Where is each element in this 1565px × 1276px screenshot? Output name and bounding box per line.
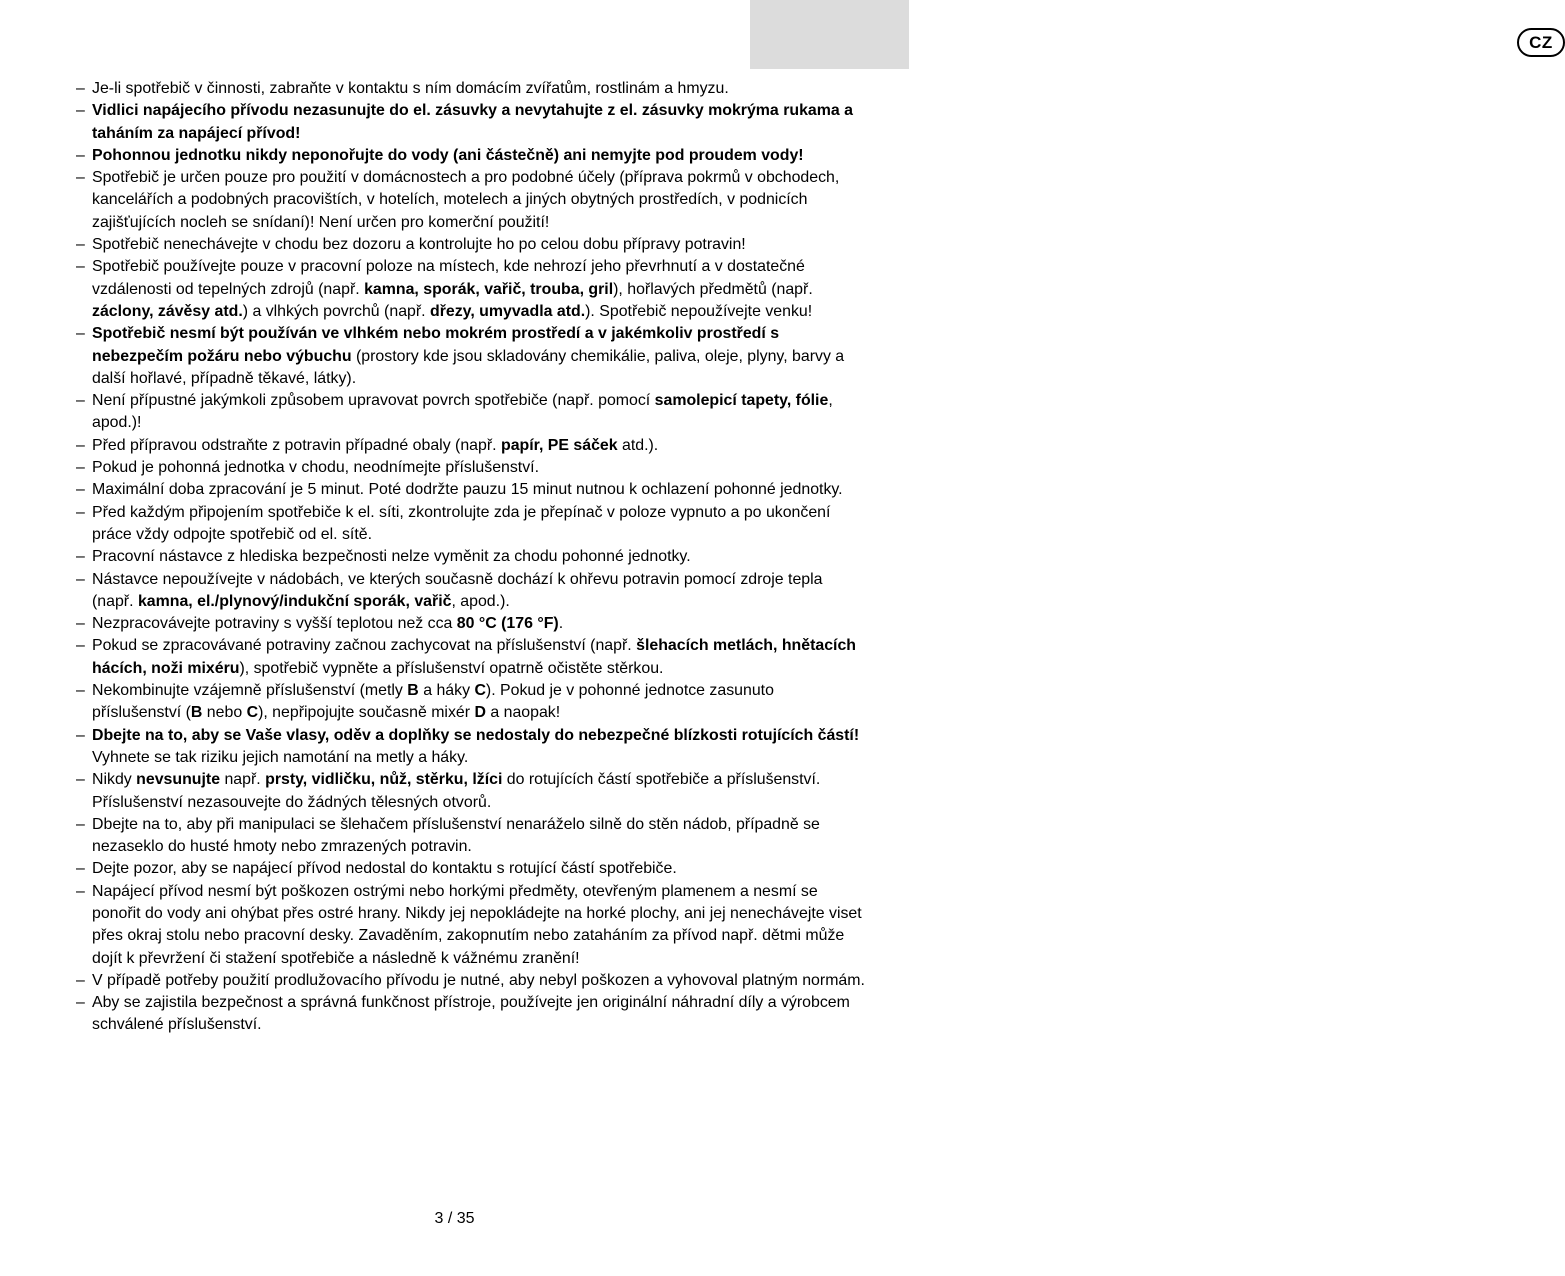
list-item (76, 992, 866, 1037)
list-item (76, 323, 866, 390)
bullet-dash: – (76, 459, 85, 477)
page-number (0, 1210, 909, 1228)
text: Pokud je pohonná jednotka v chodu, neodnímejte příslušenství. (92, 459, 540, 477)
text: , apod.)! (92, 392, 833, 432)
text: nebo (202, 704, 247, 722)
bullet-dash: – (76, 815, 85, 833)
text: Nikdy (92, 771, 137, 789)
list-item (76, 814, 866, 859)
text: Dbejte na to, aby při manipulaci se šlehačem příslušenství nenaráželo silně do stěn nádob, případně se nezaseklo do husté hmoty nebo zmrazených potravin. (92, 815, 820, 856)
text: Vyhnete se tak riziku jejich namotání na metly a háky. (92, 748, 469, 766)
list-item (76, 635, 866, 680)
text: ), nepřipojujte současně mixér (258, 704, 475, 722)
text: do rotujících částí spotřebiče a příslušenství. Příslušenství nezasouvejte do žádných tělesných otvorů. (92, 771, 821, 811)
bold-text: kamna, sporák, vařič, trouba, gril (364, 280, 614, 298)
bullet-dash: – (76, 436, 85, 454)
bullet-dash: – (76, 860, 85, 878)
bullet-dash: – (76, 615, 85, 633)
bullet-dash: – (76, 726, 85, 744)
language-badge: CZ (1517, 28, 1565, 57)
text: Před přípravou odstraňte z potravin případné obaly (např. (92, 436, 501, 454)
bold-text: Dbejte na to, aby se Vaše vlasy, oděv a doplňky se nedostaly do nebezpečné blízkosti rotujících částí! (92, 726, 860, 744)
text: Spotřebič nenechávejte v chodu bez dozoru a kontrolujte ho po celou dobu přípravy potravin! (92, 236, 746, 254)
text: Není přípustné jakýmkoli způsobem upravovat povrch spotřebiče (např. pomocí (92, 392, 655, 410)
bullet-dash: – (76, 682, 85, 700)
bold-text: šlehacích metlách, hnětacích hácích, noži mixéru (92, 637, 857, 677)
text: ) a vlhkých povrchů (např. (242, 302, 430, 320)
list-item (76, 390, 866, 435)
bullet-dash: – (76, 146, 85, 164)
list-item (76, 100, 866, 145)
page-separator: / (443, 1210, 457, 1227)
text: Nástavce nepoužívejte v nádobách, ve kterých současně dochází k ohřevu potravin pomocí zdroje tepla (např. (92, 570, 823, 610)
list-item (76, 769, 866, 814)
text: a háky (418, 682, 475, 700)
text: Napájecí přívod nesmí být poškozen ostrými nebo horkými předměty, otevřeným plamenem a nesmí se ponořit do vody ani ohýbat přes ostré hrany. Nikdy jej nepokládejte na horké plochy, ani jej nenechávejte viset přes okraj stolu nebo pracovní desky. Zavaděním, zakopnutím nebo zataháním za přívod např. dětmi může dojít k převržení či stažení spotřebiče a následně k vážnému zranění! (92, 882, 862, 967)
bold-text: D (474, 704, 486, 722)
list-item (76, 256, 866, 323)
list-item (76, 569, 866, 614)
list-item (76, 546, 866, 568)
list-item (76, 78, 866, 100)
list-item (76, 435, 866, 457)
text: Spotřebič je určen pouze pro použití v domácnostech a pro podobné účely (příprava pokrmů v obchodech, kancelářích a podobných pracovištích, v hotelích, motelech a jiných obytných prostředích, v podnicích zajišťujících nocleh se snídaní)! Není určen pro komerční použití! (92, 169, 840, 231)
bullet-dash: – (76, 771, 85, 789)
bold-text: nevsunujte (136, 771, 221, 789)
list-item (76, 502, 866, 547)
text: ). Spotřebič nepoužívejte venku! (585, 302, 813, 320)
text: , apod.). (451, 592, 510, 610)
bullet-dash: – (76, 503, 85, 521)
bold-text: B (190, 704, 203, 722)
text: Spotřebič používejte pouze v pracovní poloze na místech, kde nehrozí jeho převrhnutí a v dostatečné vzdálenosti od tepelných zdrojů (např. (92, 258, 805, 298)
bullet-dash: – (76, 637, 85, 655)
bold-text: dřezy, umyvadla atd. (430, 302, 586, 320)
bullet-dash: – (76, 548, 85, 566)
list-item (76, 881, 866, 970)
list-item (76, 613, 866, 635)
list-item (76, 234, 866, 256)
text: Před každým připojením spotřebiče k el. síti, zkontrolujte zda je přepínač v poloze vypnuto a po ukončení práce vždy odpojte spotřebič od el. sítě. (92, 503, 831, 543)
list-item (76, 167, 866, 234)
list-item (76, 970, 866, 992)
bullet-dash: – (76, 392, 85, 410)
bold-text: 80 °C (176 °F) (456, 615, 559, 633)
text: V případě potřeby použití prodlužovacího přívodu je nutné, aby nebyl poškozen a vyhovoval platným normám. (92, 971, 865, 989)
language-tab (750, 0, 1553, 69)
bullet-dash: – (76, 258, 85, 276)
list-item (76, 725, 866, 770)
text: Pokud se zpracovávané potraviny začnou zachycovat na příslušenství (např. (92, 637, 637, 655)
text: Je-li spotřebič v činnosti, zabraňte v kontaktu s ním domácím zvířatům, rostlinám a hmyzu. (92, 80, 729, 97)
list-item (76, 479, 866, 501)
bold-text: prsty, vidličku, nůž, stěrku, lžíci (265, 771, 503, 789)
bullet-dash: – (76, 169, 85, 187)
bold-text: C (246, 704, 259, 722)
text: atd.). (617, 436, 659, 454)
text: Pracovní nástavce z hlediska bezpečnosti nelze vyměnit za chodu pohonné jednotky. (92, 548, 691, 566)
bold-text: Pohonnou jednotku nikdy neponořujte do vody (ani částečně) ani nemyjte pod proudem vody! (92, 146, 804, 164)
bold-text: papír, PE sáček (500, 436, 618, 454)
text: Dejte pozor, aby se napájecí přívod nedostal do kontaktu s rotující částí spotřebiče. (92, 860, 677, 878)
text: Nekombinujte vzájemně příslušenství (metly (92, 682, 408, 700)
list-item (76, 457, 866, 479)
bullet-dash: – (76, 570, 85, 588)
safety-instructions-list (76, 78, 866, 1037)
list-item (76, 145, 866, 167)
bullet-dash: – (76, 325, 85, 343)
text: ), spotřebič vypněte a příslušenství opatrně očistěte stěrkou. (239, 659, 664, 677)
text: a naopak! (485, 704, 561, 722)
bold-text: B (407, 682, 419, 700)
text: Aby se zajistila bezpečnost a správná funkčnost přístroje, používejte jen originální náhradní díly a výrobcem schválené příslušenství. (92, 994, 850, 1034)
bullet-dash: – (76, 102, 85, 120)
bold-text: Vidlici napájecího přívodu nezasunujte do el. zásuvky a nevytahujte z el. zásuvky mokrýma rukama a taháním za napájecí přívod! (92, 102, 853, 142)
text: (prostory kde jsou skladovány chemikálie, paliva, oleje, plyny, barvy a další hořlavé, případně těkavé, látky). (92, 347, 845, 387)
bold-text: kamna, el./plynový/indukční sporák, vařič (137, 592, 452, 610)
text: ). Pokud je v pohonné jednotce zasunuto příslušenství ( (92, 682, 774, 722)
list-item (76, 858, 866, 880)
text: např. (220, 771, 266, 789)
bullet-dash: – (76, 236, 85, 254)
text: ), hořlavých předmětů (např. (613, 280, 813, 298)
bold-text: samolepicí tapety, fólie (654, 392, 829, 410)
text: . (558, 615, 564, 633)
bold-text: C (474, 682, 486, 700)
bullet-dash: – (76, 80, 85, 97)
bullet-dash: – (76, 882, 85, 900)
bold-text: záclony, závěsy atd. (92, 302, 243, 320)
text: Maximální doba zpracování je 5 minut. Poté dodržte pauzu 15 minut nutnou k ochlazení pohonné jednotky. (92, 481, 843, 499)
bullet-dash: – (76, 994, 85, 1012)
bullet-dash: – (76, 971, 85, 989)
bold-text: Spotřebič nesmí být používán ve vlhkém nebo mokrém prostředí a v jakémkoliv prostředí s nebezpečím požáru nebo výbuchu (92, 325, 780, 365)
list-item (76, 680, 866, 725)
bullet-dash: – (76, 481, 85, 499)
page-current: 3 (434, 1210, 444, 1227)
page-total: 35 (456, 1210, 475, 1227)
text: Nezpracovávejte potraviny s vyšší teplotou než cca (92, 615, 457, 633)
